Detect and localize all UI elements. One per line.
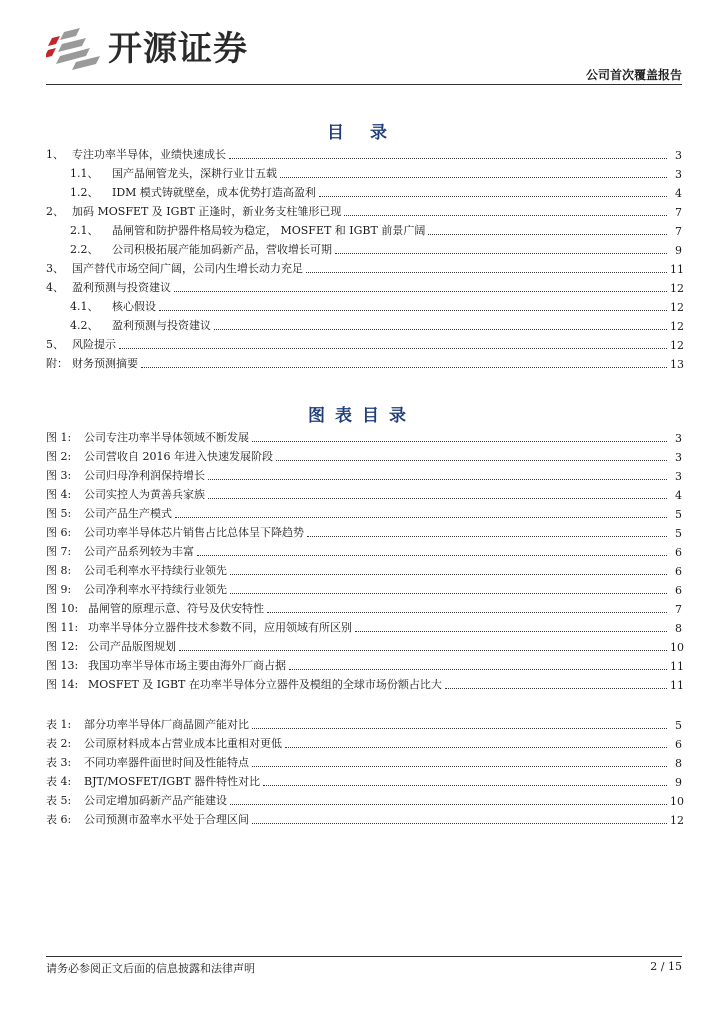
- table-entry-page: 5: [675, 719, 682, 732]
- figure-entry-number: 图 5:: [46, 507, 72, 520]
- toc-entry[interactable]: [46, 352, 682, 371]
- dot-leader: [119, 347, 667, 349]
- figure-entry-number: 图 7:: [46, 545, 72, 558]
- toc-entry-page: 12: [670, 301, 684, 314]
- table-entry-page: 9: [675, 776, 682, 789]
- logo-mark-icon: [46, 24, 104, 74]
- figure-entry-number: 图 13:: [46, 659, 79, 672]
- header-divider: [46, 84, 682, 85]
- dot-leader: [208, 497, 667, 499]
- toc-entry-page: 7: [675, 225, 682, 238]
- figure-entry-page: 4: [675, 489, 682, 502]
- dot-leader: [229, 157, 667, 159]
- dot-leader: [174, 290, 667, 292]
- figure-entry-number: 图 2:: [46, 450, 72, 463]
- toc-entry-number: 2、: [46, 205, 64, 218]
- figure-entry[interactable]: [46, 616, 682, 635]
- toc-entry-page: 7: [675, 206, 682, 219]
- figure-entry[interactable]: [46, 540, 682, 559]
- toc-entry[interactable]: [46, 181, 682, 200]
- figure-entry-number: 图 3:: [46, 469, 72, 482]
- toc-entry-title: 加码 MOSFET 及 IGBT 正逢时，新业务支柱雏形已现: [72, 205, 342, 218]
- footer-disclaimer: 请务必参阅正文后面的信息披露和法律声明: [46, 962, 255, 975]
- toc-entry-number: 3、: [46, 262, 64, 275]
- figure-entry[interactable]: [46, 673, 682, 692]
- toc-entry-page: 13: [670, 358, 684, 371]
- dot-leader: [252, 822, 667, 824]
- dot-leader: [230, 573, 667, 575]
- dot-leader: [285, 746, 667, 748]
- dot-leader: [252, 765, 667, 767]
- table-entry-page: 12: [670, 814, 684, 827]
- toc-entry[interactable]: [46, 314, 682, 333]
- toc-list: [46, 143, 682, 371]
- figure-entry[interactable]: [46, 654, 682, 673]
- toc-entry-page: 12: [670, 339, 684, 352]
- toc-entry-title: 财务预测摘要: [72, 357, 138, 370]
- dot-leader: [289, 668, 667, 670]
- toc-entry-number: 5、: [46, 338, 64, 351]
- toc-entry-page: 12: [670, 320, 684, 333]
- toc-entry-number: 4.2、: [70, 319, 99, 332]
- figure-entry-title: 公司净利率水平持续行业领先: [84, 583, 227, 596]
- figure-entry-title: 公司产品版图规划: [88, 640, 176, 653]
- toc-entry-page: 12: [670, 282, 684, 295]
- report-type: 公司首次覆盖报告: [585, 68, 682, 82]
- table-entry-title: 公司定增加码新产品产能建设: [84, 794, 227, 807]
- figure-entry[interactable]: [46, 578, 682, 597]
- toc-entry-page: 9: [675, 244, 682, 257]
- toc-entry-page: 4: [675, 187, 682, 200]
- table-entry-number: 表 3:: [46, 756, 72, 769]
- dot-leader: [335, 252, 667, 254]
- figure-entry[interactable]: [46, 521, 682, 540]
- dot-leader: [252, 440, 667, 442]
- table-entry-number: 表 5:: [46, 794, 72, 807]
- figure-entry-number: 图 11:: [46, 621, 79, 634]
- figure-entry-page: 5: [675, 508, 682, 521]
- toc-entry[interactable]: [46, 162, 682, 181]
- toc-entry-title: 核心假设: [112, 300, 156, 313]
- figure-entry-number: 图 1:: [46, 431, 72, 444]
- table-entry-number: 表 1:: [46, 718, 72, 731]
- dot-leader: [280, 176, 667, 178]
- toc-entry-title: 公司积极拓展产能加码新产品，营收增长可期: [112, 243, 332, 256]
- table-entry-page: 6: [675, 738, 682, 751]
- figure-entry-page: 11: [670, 660, 684, 673]
- figure-entry[interactable]: [46, 426, 682, 445]
- figure-entry[interactable]: [46, 559, 682, 578]
- toc-entry-number: 1、: [46, 148, 64, 161]
- table-entry-title: 公司预测市盈率水平处于合理区间: [84, 813, 249, 826]
- figure-entry-number: 图 10:: [46, 602, 79, 615]
- figure-entry[interactable]: [46, 464, 682, 483]
- toc-entry-title: 盈利预测与投资建议: [72, 281, 171, 294]
- dot-leader: [344, 214, 667, 216]
- dot-leader: [197, 554, 667, 556]
- dot-leader: [355, 630, 667, 632]
- toc-entry-page: 3: [675, 149, 682, 162]
- toc-entry-number: 4、: [46, 281, 64, 294]
- dot-leader: [319, 195, 667, 197]
- figure-entry-page: 8: [675, 622, 682, 635]
- figure-entry-title: 公司营收自 2016 年进入快速发展阶段: [84, 450, 273, 463]
- company-logo: [46, 24, 248, 74]
- figure-entry[interactable]: [46, 597, 682, 616]
- figure-entry-page: 5: [675, 527, 682, 540]
- figure-entry-title: 我国功率半导体市场主要由海外厂商占据: [88, 659, 286, 672]
- dot-leader: [179, 649, 667, 651]
- figure-entry-title: 公司归母净利润保持增长: [84, 469, 205, 482]
- dot-leader: [276, 459, 667, 461]
- toc-entry-title: 国产晶闸管龙头，深耕行业廿五载: [112, 167, 277, 180]
- figure-entry-number: 图 14:: [46, 678, 79, 691]
- dot-leader: [175, 516, 667, 518]
- table-entry-title: 部分功率半导体厂商晶圆产能对比: [84, 718, 249, 731]
- toc-entry[interactable]: [46, 333, 682, 352]
- figure-entry-page: 11: [670, 679, 684, 692]
- table-entry[interactable]: [46, 770, 682, 789]
- figure-entry-title: 公司毛利率水平持续行业领先: [84, 564, 227, 577]
- figure-entry-number: 图 6:: [46, 526, 72, 539]
- figure-entry-title: 晶闸管的原理示意、符号及伏安特性: [88, 602, 264, 615]
- table-entry[interactable]: [46, 751, 682, 770]
- dot-leader: [263, 784, 667, 786]
- table-entry-title: 不同功率器件面世时间及性能特点: [84, 756, 249, 769]
- toc-entry-number: 2.2、: [70, 243, 99, 256]
- dot-leader: [141, 366, 667, 368]
- toc-entry-number: 附：: [46, 357, 68, 370]
- table-entry-page: 8: [675, 757, 682, 770]
- dot-leader: [159, 309, 667, 311]
- figure-entry-page: 3: [675, 470, 682, 483]
- toc-entry-number: 1.2、: [70, 186, 99, 199]
- toc-entry-number: 1.1、: [70, 167, 99, 180]
- figure-entry-number: 图 9:: [46, 583, 72, 596]
- toc-entry[interactable]: [46, 238, 682, 257]
- tables-list: [46, 713, 682, 827]
- footer-divider: [46, 956, 682, 957]
- dot-leader: [252, 727, 667, 729]
- figure-entry[interactable]: [46, 502, 682, 521]
- dot-leader: [230, 592, 667, 594]
- page-header: [46, 18, 682, 88]
- dot-leader: [428, 233, 667, 235]
- figure-entry-page: 3: [675, 432, 682, 445]
- dot-leader: [208, 478, 667, 480]
- figure-entry-page: 7: [675, 603, 682, 616]
- table-entry[interactable]: [46, 732, 682, 751]
- figure-entry-title: 公司产品生产模式: [84, 507, 172, 520]
- figure-entry[interactable]: [46, 445, 682, 464]
- dot-leader: [267, 611, 667, 613]
- toc-entry[interactable]: [46, 276, 682, 295]
- company-name: 开源证券: [108, 29, 248, 69]
- table-entry[interactable]: [46, 789, 682, 808]
- figure-entry-page: 10: [670, 641, 684, 654]
- page-indicator: 2 / 15: [650, 960, 682, 973]
- toc-entry[interactable]: [46, 257, 682, 276]
- figure-entry-title: 功率半导体分立器件技术参数不同，应用领域有所区别: [88, 621, 352, 634]
- dot-leader: [306, 271, 667, 273]
- toc-entry-title: 盈利预测与投资建议: [112, 319, 211, 332]
- toc-entry[interactable]: [46, 143, 682, 162]
- figure-entry-title: MOSFET 及 IGBT 在功率半导体分立器件及模组的全球市场份额占比大: [88, 678, 442, 691]
- table-entry-number: 表 6:: [46, 813, 72, 826]
- figure-entry-page: 6: [675, 565, 682, 578]
- table-entry[interactable]: [46, 808, 682, 827]
- toc-entry[interactable]: [46, 295, 682, 314]
- figure-entry[interactable]: [46, 483, 682, 502]
- toc-entry-title: IDM 模式铸就壁垒，成本优势打造高盈利: [112, 186, 316, 199]
- toc-entry[interactable]: [46, 200, 682, 219]
- figure-entry-title: 公司实控人为黄善兵家族: [84, 488, 205, 501]
- toc-entry-page: 11: [670, 263, 684, 276]
- dot-leader: [307, 535, 667, 537]
- figure-entry-number: 图 8:: [46, 564, 72, 577]
- toc-entry-number: 2.1、: [70, 224, 99, 237]
- toc-entry-title: 国产替代市场空间广阔，公司内生增长动力充足: [72, 262, 303, 275]
- figure-entry-title: 公司功率半导体芯片销售占比总体呈下降趋势: [84, 526, 304, 539]
- toc-heading: 目 录: [327, 123, 397, 143]
- dot-leader: [230, 803, 667, 805]
- figure-entry-title: 公司产品系列较为丰富: [84, 545, 194, 558]
- dot-leader: [445, 687, 667, 689]
- toc-entry-page: 3: [675, 168, 682, 181]
- toc-entry-number: 4.1、: [70, 300, 99, 313]
- figures-list: [46, 426, 682, 692]
- dot-leader: [214, 328, 667, 330]
- table-entry-title: 公司原材料成本占营业成本比重相对更低: [84, 737, 282, 750]
- figure-entry-page: 3: [675, 451, 682, 464]
- figure-entry-number: 图 4:: [46, 488, 72, 501]
- toc-entry-title: 风险提示: [72, 338, 116, 351]
- table-entry-number: 表 2:: [46, 737, 72, 750]
- figure-entry-page: 6: [675, 546, 682, 559]
- toc-entry-title: 专注功率半导体，业绩快速成长: [72, 148, 226, 161]
- table-entry-page: 10: [670, 795, 684, 808]
- table-entry-title: BJT/MOSFET/IGBT 器件特性对比: [84, 775, 261, 788]
- toc-entry[interactable]: [46, 219, 682, 238]
- toc-entry-title: 晶闸管和防护器件格局较为稳定， MOSFET 和 IGBT 前景广阔: [112, 224, 426, 237]
- table-entry[interactable]: [46, 713, 682, 732]
- figure-entry-number: 图 12:: [46, 640, 79, 653]
- table-entry-number: 表 4:: [46, 775, 72, 788]
- figure-entry[interactable]: [46, 635, 682, 654]
- figures-heading: 图表目录: [308, 406, 416, 426]
- figure-entry-page: 6: [675, 584, 682, 597]
- figure-entry-title: 公司专注功率半导体领域不断发展: [84, 431, 249, 444]
